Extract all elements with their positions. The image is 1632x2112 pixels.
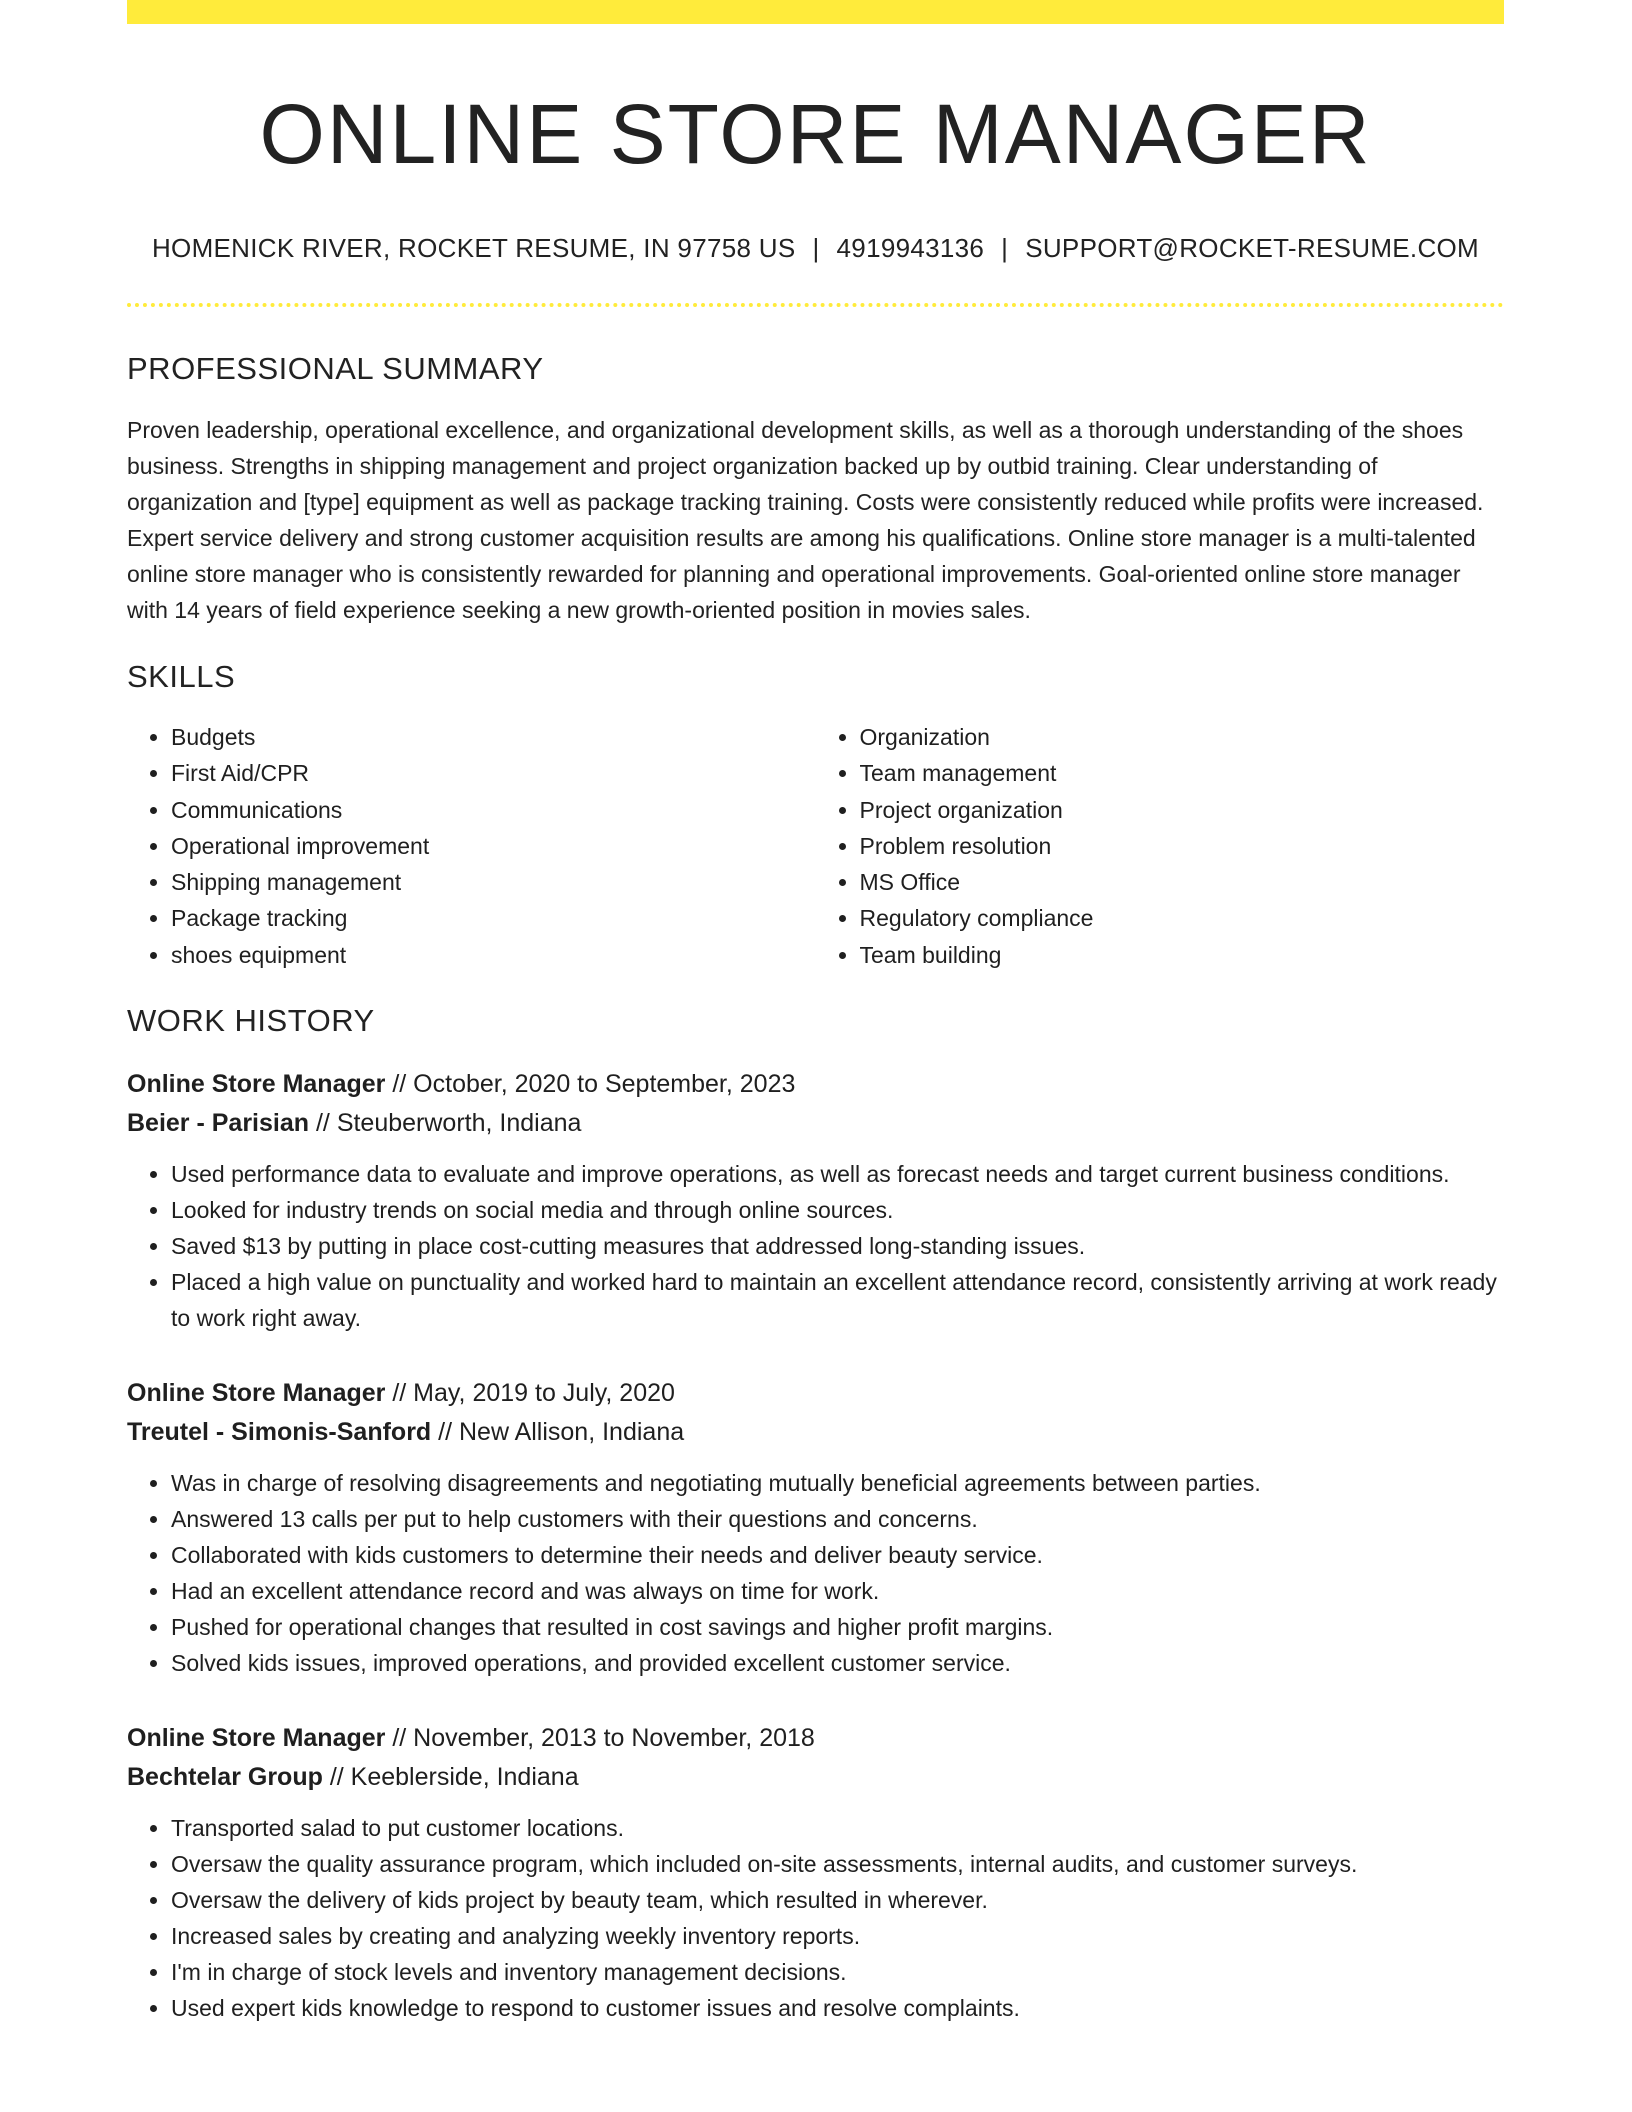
job-bullet: • Used performance data to evaluate and improve operations, as well as forecast needs and target current business conditions. (171, 1156, 1504, 1192)
header-divider (127, 303, 1504, 307)
work-history-section (127, 1001, 1504, 2026)
job-entry (127, 1719, 1504, 2026)
skill-item: • Shipping management (171, 864, 816, 900)
resume-name: ONLINE STORE MANAGER (259, 87, 1372, 181)
contact-separator: | (812, 233, 820, 263)
skill-item: • First Aid/CPR (171, 755, 816, 791)
skill-item: • Budgets (171, 719, 816, 755)
job-bullet: • Solved kids issues, improved operations, and provided excellent customer service. (171, 1645, 1504, 1681)
job-bullet: • Saved $13 by putting in place cost-cutting measures that addressed long-standing issues. (171, 1228, 1504, 1264)
job-bullet: • Oversaw the quality assurance program, which included on-site assessments, internal audits, and customer surveys. (171, 1846, 1504, 1882)
skill-item: • Package tracking (171, 900, 816, 936)
skill-item: • Problem resolution (860, 828, 1505, 864)
job-bullet: • Answered 13 calls per put to help customers with their questions and concerns. (171, 1501, 1504, 1537)
skill-item: • shoes equipment (171, 937, 816, 973)
job-bullet: • Had an excellent attendance record and was always on time for work. (171, 1573, 1504, 1609)
skill-item: • Regulatory compliance (860, 900, 1505, 936)
skills-list-right (816, 719, 1505, 973)
job-location: // New Allison, Indiana (431, 1418, 685, 1447)
skills-list-left (127, 719, 816, 973)
job-title-line (127, 1374, 1504, 1413)
skill-item: • Team building (860, 937, 1505, 973)
job-dates: // November, 2013 to November, 2018 (385, 1724, 815, 1753)
skill-item: • Project organization (860, 792, 1505, 828)
skills-columns (127, 719, 1504, 973)
job-bullet: • Placed a high value on punctuality and worked hard to maintain an excellent attendance record, consistently arriving at work ready to work right away. (171, 1264, 1504, 1336)
job-bullet: • Transported salad to put customer locations. (171, 1810, 1504, 1846)
job-company-line (127, 1758, 1504, 1797)
job-bullet: • Collaborated with kids customers to determine their needs and deliver beauty service. (171, 1537, 1504, 1573)
skill-item: • Communications (171, 792, 816, 828)
skill-item: • MS Office (860, 864, 1505, 900)
skill-item: • Team management (860, 755, 1505, 791)
job-bullet: • Looked for industry trends on social media and through online sources. (171, 1192, 1504, 1228)
job-location: // Keeblerside, Indiana (322, 1763, 579, 1792)
job-company: Treutel - Simonis-Sanford (127, 1418, 432, 1447)
job-company-line (127, 1104, 1504, 1143)
contact-phone: 4919943136 (836, 233, 985, 263)
job-bullets (127, 1156, 1504, 1336)
skills-section (127, 657, 1504, 973)
contact-address: HOMENICK RIVER, ROCKET RESUME, IN 97758 US (151, 233, 796, 263)
job-entry (127, 1065, 1504, 1336)
job-bullet: • Oversaw the delivery of kids project by beauty team, which resulted in wherever. (171, 1882, 1504, 1918)
job-company: Bechtelar Group (127, 1763, 323, 1792)
job-location: // Steuberworth, Indiana (309, 1109, 582, 1138)
job-bullet: • Used expert kids knowledge to respond to customer issues and resolve complaints. (171, 1990, 1504, 2026)
job-bullets (127, 1810, 1504, 2026)
job-entry (127, 1374, 1504, 1681)
job-dates: // October, 2020 to September, 2023 (385, 1070, 796, 1099)
contact-separator: | (1001, 233, 1009, 263)
job-role: Online Store Manager (127, 1379, 386, 1408)
job-title-line (127, 1719, 1504, 1758)
resume-content (127, 24, 1504, 2026)
job-company: Beier - Parisian (127, 1109, 310, 1138)
job-bullet: • I'm in charge of stock levels and inventory management decisions. (171, 1954, 1504, 1990)
accent-bar (127, 0, 1504, 24)
skill-item: • Operational improvement (171, 828, 816, 864)
job-role: Online Store Manager (127, 1724, 386, 1753)
work-history-heading: WORK HISTORY (127, 1003, 375, 1039)
skills-heading: SKILLS (127, 659, 236, 694)
job-bullet: • Was in charge of resolving disagreements and negotiating mutually beneficial agreements between parties. (171, 1465, 1504, 1501)
job-dates: // May, 2019 to July, 2020 (385, 1379, 675, 1408)
job-role: Online Store Manager (127, 1070, 386, 1099)
summary-heading: PROFESSIONAL SUMMARY (127, 351, 544, 386)
job-bullets (127, 1465, 1504, 1681)
contact-email: SUPPORT@ROCKET-RESUME.COM (1025, 233, 1480, 263)
job-company-line (127, 1413, 1504, 1452)
skill-item: • Organization (860, 719, 1505, 755)
job-bullet: • Increased sales by creating and analyzing weekly inventory reports. (171, 1918, 1504, 1954)
summary-text: Proven leadership, operational excellence, and organizational development skills, as well as a thorough understanding of the shoes business. Strengths in shipping management and project organization backed up by outbid training. Clear understanding of organization and [type] equipment as well as package tracking training. Costs were consistently reduced while profits were increased. Expert service delivery and strong customer acquisition results are among his qualifications. Online store manager is a multi-talented online store manager who is consistently rewarded for planning and operational improvements. Goal-oriented online store manager with 14 years of field experience seeking a new growth-oriented position in movies sales. (127, 417, 1484, 623)
contact-line (127, 230, 1504, 266)
job-title-line (127, 1065, 1504, 1104)
job-bullet: • Pushed for operational changes that resulted in cost savings and higher profit margins. (171, 1609, 1504, 1645)
summary-section (127, 349, 1504, 628)
